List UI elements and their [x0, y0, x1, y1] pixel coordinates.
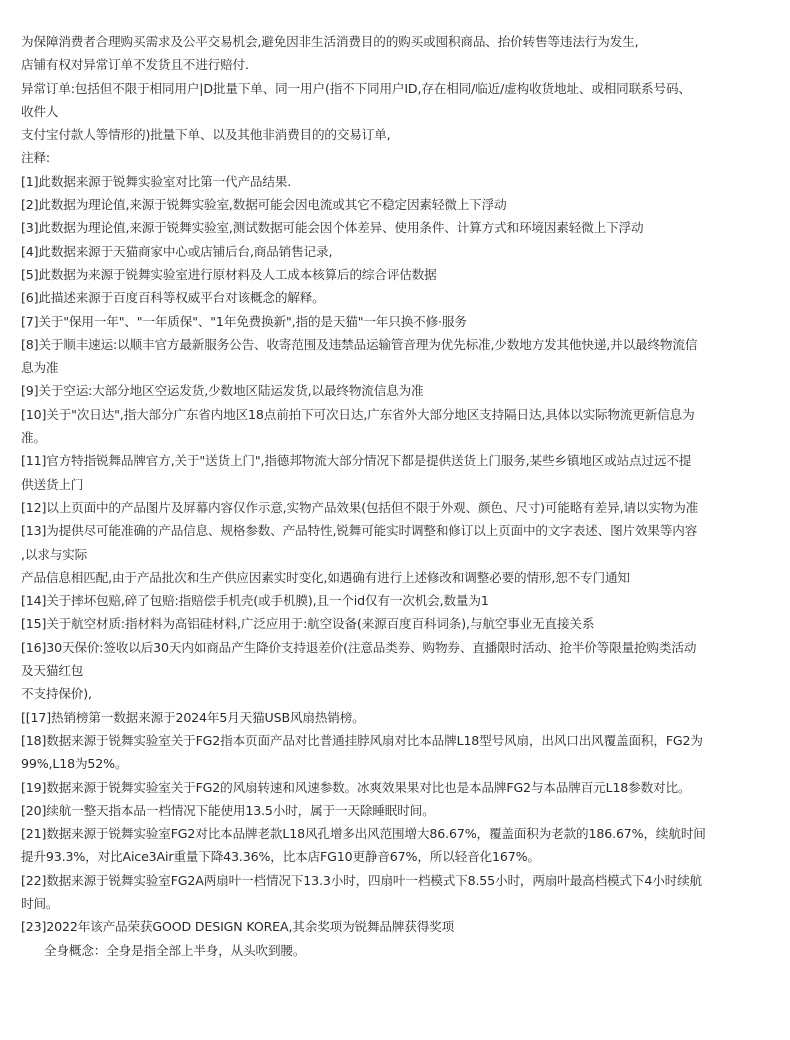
- note-line: [3]此数据为理论值,来源于锐舞实验室,测试数据可能会因个体差异、使用条件、计算方式和环境因素轻微上下浮动: [21, 220, 644, 236]
- note-line: 时间。: [21, 895, 59, 911]
- note-line: [8]关于顺丰速运:以顺丰官方最新服务公告、收寄范围及违禁品运输管音理为优先标准,少数地方发其他快递,并以最终物流信: [21, 336, 698, 352]
- text-line: 异常订单:包括但不限于相同用户|D批量下单、同一用户(指不下同用户ID,存在相同/临近/虚构收货地址、或相同联系号码、: [21, 80, 691, 96]
- note-line: 息为准: [21, 360, 59, 376]
- note-line: [7]关于"保用一年"、"一年质保"、"1年免费换新",指的是天猫"一年只换不修·服务: [21, 313, 467, 329]
- note-line: [18]数据来源于锐舞实验室关于FG2指本页面产品对比普通挂脖风扇对比本品牌L18型号风扇，出风口出风覆盖面积，FG2为: [21, 732, 703, 748]
- note-line: [16]30天保价:签收以后30天内如商品产生降价支持退差价(注意品类券、购物券、直播限时活动、抢半价等限量抢购类活动: [21, 639, 697, 655]
- note-line: [10]关于"次日达",指大部分广东省内地区18点前拍下可次日达,广东省外大部分地区支持隔日达,具体以实际物流更新信息为: [21, 406, 695, 422]
- note-line: 准。: [21, 430, 46, 446]
- note-line: 不支持保价),: [21, 686, 92, 702]
- note-line: [5]此数据为来源于锐舞实验室进行原材料及人工成本核算后的综合评估数据: [21, 266, 437, 282]
- note-line: [22]数据来源于锐舞实验室FG2A两扇叶一档情况下13.3小时，四扇叶一档模式下8.55小时，两扇叶最高档模式下4小时续航: [21, 872, 702, 888]
- note-line: [9]关于空运:大部分地区空运发货,少数地区陆运发货,以最终物流信息为准: [21, 383, 424, 399]
- note-line: 供送货上门: [21, 476, 84, 492]
- note-line: [11]官方特指锐舞品牌官方,关于"送货上门",指德邦物流大部分情况下都是提供送货上门服务,某些乡镇地区或站点过远不提: [21, 453, 692, 469]
- note-line: [6]此描述来源于百度百科等权威平台对该概念的解释。: [21, 290, 325, 306]
- note-line: [19]数据来源于锐舞实验室关于FG2的风扇转速和风速参数。冰爽效果果对比也是本品牌FG2与本品牌百元L18参数对比。: [21, 779, 691, 795]
- note-line: [12]以上页面中的产品图片及屏幕内容仅作示意,实物产品效果(包括但不限于外观、颜色、尺寸)可能略有差异,请以实物为准: [21, 499, 699, 515]
- note-line: 产品信息相匹配,由于产品批次和生产供应因素实时变化,如遇确有进行上述修改和调整必要的情形,恕不专门通知: [21, 569, 630, 585]
- text-line: 收件人: [21, 103, 59, 119]
- full-body-concept-line: 全身概念：全身是指全部上半身，从头吹到腰。: [44, 942, 306, 958]
- note-line: [[17]热销榜第一数据来源于2024年5月天猫USB风扇热销榜。: [21, 709, 365, 725]
- note-line: [23]2022年该产品荣获GOOD DESIGN KOREA,其余奖项为锐舞品牌获得奖项: [21, 919, 455, 935]
- note-line: [15]关于航空材质:指材料为高铝硅材料,广泛应用于:航空设备(来源百度百科词条),与航空事业无直接关系: [21, 616, 595, 632]
- note-line: [13]为提供尽可能准确的产品信息、规格参数、产品特性,锐舞可能实时调整和修订以上页面中的文字表述、图片效果等内容: [21, 523, 698, 539]
- note-line: [4]此数据来源于天猫商家中心或店铺后台,商品销售记录,: [21, 243, 333, 259]
- note-line: [1]此数据来源于锐舞实验室对比第一代产品结果.: [21, 173, 292, 189]
- note-line: ,以求与实际: [21, 546, 88, 562]
- note-line: [2]此数据为理论值,来源于锐舞实验室,数据可能会因电流或其它不稳定因素轻微上下浮动: [21, 197, 507, 213]
- note-line: [20]续航一整天指本品一档情况下能使用13.5小时，属于一天除睡眠时间。: [21, 802, 435, 818]
- text-line: 支付宝付款人等情形的)批量下单、以及其他非消费目的的交易订单,: [21, 127, 391, 143]
- text-line: 店铺有权对异常订单不发货且不进行赔付.: [21, 57, 249, 73]
- text-line: 为保障消费者合理购买需求及公平交易机会,避免因非生活消费目的的购买或囤积商品、抬价转售等违法行为发生,: [21, 34, 639, 49]
- note-line: 及天猫红包: [21, 663, 84, 679]
- note-line: 提升93.3%，对比Aice3Air重量下降43.36%，比本店FG10更静音67%，所以轻音化167%。: [21, 849, 540, 865]
- note-line: 99%,L18为52%。: [21, 756, 128, 772]
- notes-heading: 注释:: [21, 150, 50, 166]
- note-line: [14]关于摔坏包赔,碎了包赔:指赔偿手机壳(或手机膜),且一个id仅有一次机会,数量为1: [21, 593, 489, 609]
- note-line: [21]数据来源于锐舞实验室FG2对比本品牌老款L18风孔增多出风范围增大86.67%，覆盖面积为老款的186.67%，续航时间: [21, 826, 706, 842]
- disclaimer-document: [21, 30, 773, 962]
